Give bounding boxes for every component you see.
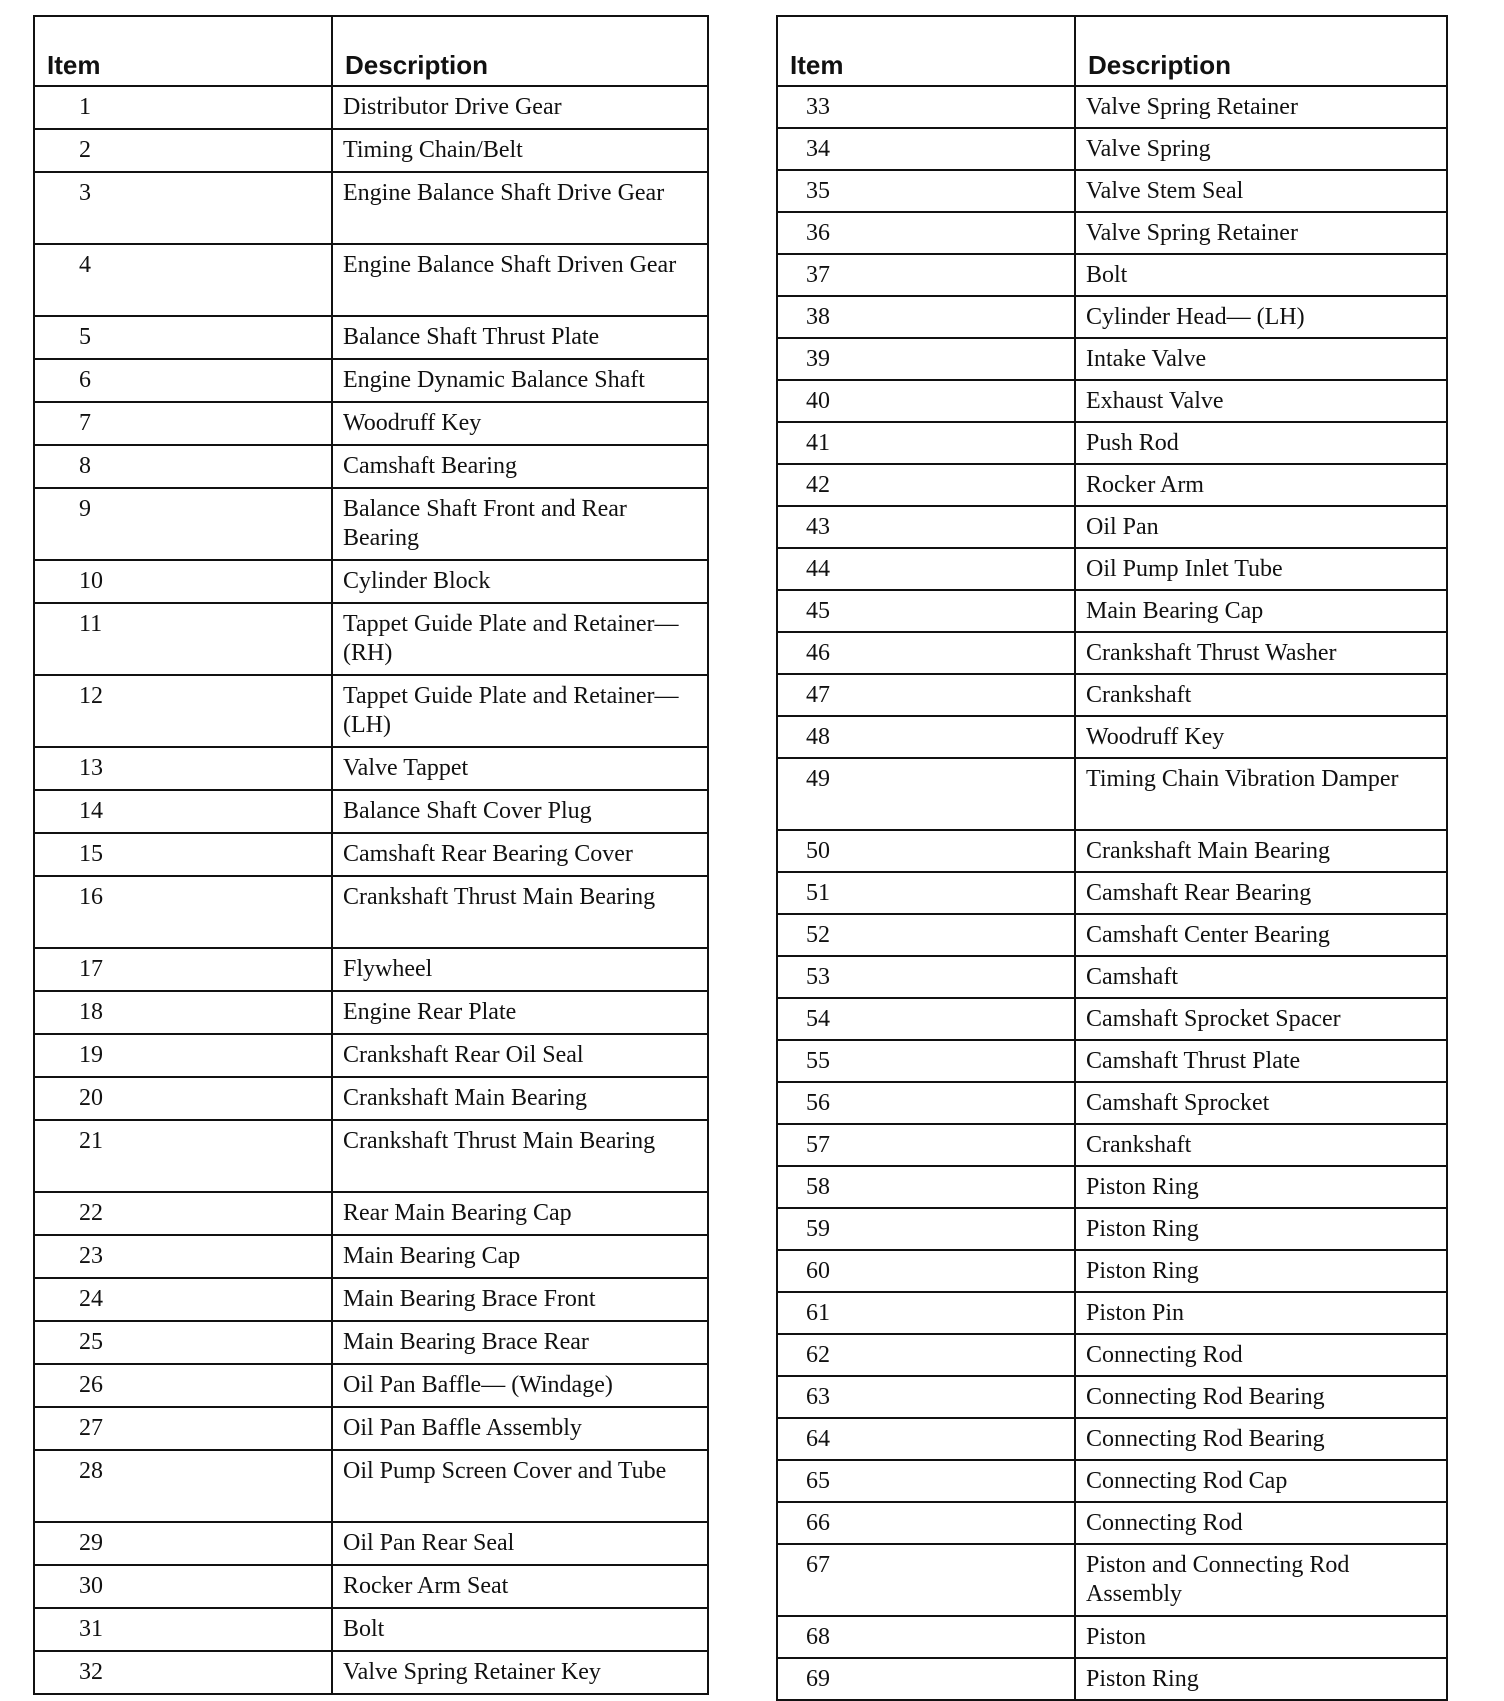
- description-cell: Exhaust Valve: [1075, 380, 1447, 422]
- item-number-cell: 14: [34, 790, 332, 833]
- description-cell: Balance Shaft Front and Rear Bearing: [332, 488, 708, 560]
- description-cell: Crankshaft Main Bearing: [1075, 830, 1447, 872]
- table-row: [34, 1407, 708, 1450]
- description-cell: Woodruff Key: [1075, 716, 1447, 758]
- description-cell: Engine Balance Shaft Driven Gear: [332, 244, 708, 316]
- item-number-cell: 41: [777, 422, 1075, 464]
- table-row: [777, 830, 1447, 872]
- item-number-cell: 40: [777, 380, 1075, 422]
- item-number-cell: 19: [34, 1034, 332, 1077]
- description-cell: Oil Pump Screen Cover and Tube: [332, 1450, 708, 1522]
- description-cell: Camshaft Rear Bearing: [1075, 872, 1447, 914]
- table-row: [34, 1077, 708, 1120]
- item-number-cell: 13: [34, 747, 332, 790]
- item-number-cell: 63: [777, 1376, 1075, 1418]
- table-row: [34, 402, 708, 445]
- item-number-cell: 18: [34, 991, 332, 1034]
- table-row: [777, 1334, 1447, 1376]
- parts-table-left: [33, 15, 709, 1695]
- table-row: [777, 296, 1447, 338]
- description-cell: Connecting Rod Cap: [1075, 1460, 1447, 1502]
- item-number-cell: 1: [34, 86, 332, 129]
- table-row: [34, 876, 708, 948]
- left-table-body: [34, 86, 708, 1694]
- item-column-header: Item: [34, 16, 332, 86]
- description-cell: Balance Shaft Thrust Plate: [332, 316, 708, 359]
- header-row: [34, 16, 708, 86]
- table-row: [777, 338, 1447, 380]
- description-cell: Cylinder Head— (LH): [1075, 296, 1447, 338]
- table-row: [777, 1418, 1447, 1460]
- table-row: [777, 1460, 1447, 1502]
- description-cell: Connecting Rod Bearing: [1075, 1376, 1447, 1418]
- item-number-cell: 20: [34, 1077, 332, 1120]
- table-row: [34, 603, 708, 675]
- item-number-cell: 8: [34, 445, 332, 488]
- description-cell: Distributor Drive Gear: [332, 86, 708, 129]
- description-cell: Main Bearing Brace Front: [332, 1278, 708, 1321]
- item-number-cell: 52: [777, 914, 1075, 956]
- item-number-cell: 9: [34, 488, 332, 560]
- description-cell: Main Bearing Cap: [1075, 590, 1447, 632]
- table-row: [777, 1616, 1447, 1658]
- item-number-cell: 56: [777, 1082, 1075, 1124]
- description-cell: Piston: [1075, 1616, 1447, 1658]
- table-row: [34, 1651, 708, 1694]
- item-number-cell: 17: [34, 948, 332, 991]
- item-number-cell: 12: [34, 675, 332, 747]
- description-cell: Rear Main Bearing Cap: [332, 1192, 708, 1235]
- item-number-cell: 49: [777, 758, 1075, 830]
- table-row: [34, 86, 708, 129]
- item-number-cell: 44: [777, 548, 1075, 590]
- table-row: [34, 1321, 708, 1364]
- description-cell: Timing Chain/Belt: [332, 129, 708, 172]
- description-cell: Crankshaft Thrust Main Bearing: [332, 876, 708, 948]
- description-cell: Crankshaft Rear Oil Seal: [332, 1034, 708, 1077]
- table-row: [34, 1565, 708, 1608]
- table-row: [777, 422, 1447, 464]
- description-cell: Piston Pin: [1075, 1292, 1447, 1334]
- description-cell: Crankshaft: [1075, 674, 1447, 716]
- item-number-cell: 7: [34, 402, 332, 445]
- item-number-cell: 39: [777, 338, 1075, 380]
- description-cell: Crankshaft Thrust Main Bearing: [332, 1120, 708, 1192]
- description-column-header: Description: [332, 16, 708, 86]
- table-row: [777, 872, 1447, 914]
- table-row: [777, 1502, 1447, 1544]
- header-row: [777, 16, 1447, 86]
- item-number-cell: 45: [777, 590, 1075, 632]
- description-cell: Cylinder Block: [332, 560, 708, 603]
- description-cell: Piston Ring: [1075, 1166, 1447, 1208]
- table-row: [34, 359, 708, 402]
- table-row: [777, 1082, 1447, 1124]
- description-cell: Bolt: [1075, 254, 1447, 296]
- table-row: [34, 244, 708, 316]
- item-number-cell: 16: [34, 876, 332, 948]
- right-table-body: [777, 86, 1447, 1700]
- description-cell: Rocker Arm: [1075, 464, 1447, 506]
- item-number-cell: 15: [34, 833, 332, 876]
- item-number-cell: 57: [777, 1124, 1075, 1166]
- item-number-cell: 62: [777, 1334, 1075, 1376]
- item-column-header: Item: [777, 16, 1075, 86]
- item-number-cell: 34: [777, 128, 1075, 170]
- item-number-cell: 50: [777, 830, 1075, 872]
- item-number-cell: 61: [777, 1292, 1075, 1334]
- item-number-cell: 60: [777, 1250, 1075, 1292]
- description-cell: Piston and Connecting Rod Assembly: [1075, 1544, 1447, 1616]
- item-number-cell: 28: [34, 1450, 332, 1522]
- table-row: [777, 914, 1447, 956]
- item-number-cell: 5: [34, 316, 332, 359]
- description-cell: Valve Spring Retainer: [1075, 86, 1447, 128]
- description-cell: Oil Pan Rear Seal: [332, 1522, 708, 1565]
- table-row: [34, 1278, 708, 1321]
- item-number-cell: 43: [777, 506, 1075, 548]
- item-number-cell: 24: [34, 1278, 332, 1321]
- item-number-cell: 23: [34, 1235, 332, 1278]
- table-row: [777, 1040, 1447, 1082]
- table-row: [34, 445, 708, 488]
- description-cell: Timing Chain Vibration Damper: [1075, 758, 1447, 830]
- item-number-cell: 25: [34, 1321, 332, 1364]
- item-number-cell: 38: [777, 296, 1075, 338]
- description-cell: Oil Pan Baffle— (Windage): [332, 1364, 708, 1407]
- table-row: [777, 1376, 1447, 1418]
- item-number-cell: 54: [777, 998, 1075, 1040]
- description-cell: Balance Shaft Cover Plug: [332, 790, 708, 833]
- item-number-cell: 32: [34, 1651, 332, 1694]
- table-row: [34, 747, 708, 790]
- description-cell: Rocker Arm Seat: [332, 1565, 708, 1608]
- item-number-cell: 35: [777, 170, 1075, 212]
- table-row: [777, 548, 1447, 590]
- description-cell: Piston Ring: [1075, 1208, 1447, 1250]
- table-row: [777, 1124, 1447, 1166]
- item-number-cell: 11: [34, 603, 332, 675]
- table-row: [34, 172, 708, 244]
- table-row: [777, 758, 1447, 830]
- description-cell: Bolt: [332, 1608, 708, 1651]
- table-row: [777, 1166, 1447, 1208]
- table-row: [34, 790, 708, 833]
- item-number-cell: 46: [777, 632, 1075, 674]
- item-number-cell: 37: [777, 254, 1075, 296]
- item-number-cell: 51: [777, 872, 1075, 914]
- table-row: [777, 1658, 1447, 1700]
- item-number-cell: 29: [34, 1522, 332, 1565]
- description-cell: Crankshaft: [1075, 1124, 1447, 1166]
- description-cell: Crankshaft Thrust Washer: [1075, 632, 1447, 674]
- item-number-cell: 42: [777, 464, 1075, 506]
- description-cell: Connecting Rod Bearing: [1075, 1418, 1447, 1460]
- item-number-cell: 3: [34, 172, 332, 244]
- item-number-cell: 27: [34, 1407, 332, 1450]
- item-number-cell: 26: [34, 1364, 332, 1407]
- table-row: [34, 129, 708, 172]
- table-row: [34, 488, 708, 560]
- table-row: [777, 590, 1447, 632]
- item-number-cell: 67: [777, 1544, 1075, 1616]
- table-row: [34, 1034, 708, 1077]
- item-number-cell: 6: [34, 359, 332, 402]
- table-row: [777, 998, 1447, 1040]
- description-column-header: Description: [1075, 16, 1447, 86]
- table-row: [777, 1544, 1447, 1616]
- description-cell: Crankshaft Main Bearing: [332, 1077, 708, 1120]
- description-cell: Valve Spring Retainer: [1075, 212, 1447, 254]
- table-row: [777, 632, 1447, 674]
- description-cell: Camshaft Bearing: [332, 445, 708, 488]
- description-cell: Camshaft: [1075, 956, 1447, 998]
- table-row: [34, 560, 708, 603]
- description-cell: Engine Rear Plate: [332, 991, 708, 1034]
- table-row: [777, 170, 1447, 212]
- table-row: [34, 991, 708, 1034]
- table-row: [777, 956, 1447, 998]
- item-number-cell: 55: [777, 1040, 1075, 1082]
- description-cell: Flywheel: [332, 948, 708, 991]
- item-number-cell: 66: [777, 1502, 1075, 1544]
- table-row: [34, 948, 708, 991]
- description-cell: Main Bearing Cap: [332, 1235, 708, 1278]
- table-row: [34, 1120, 708, 1192]
- item-number-cell: 10: [34, 560, 332, 603]
- description-cell: Valve Spring: [1075, 128, 1447, 170]
- description-cell: Oil Pump Inlet Tube: [1075, 548, 1447, 590]
- table-row: [777, 128, 1447, 170]
- table-row: [777, 380, 1447, 422]
- item-number-cell: 31: [34, 1608, 332, 1651]
- description-cell: Oil Pan: [1075, 506, 1447, 548]
- description-cell: Connecting Rod: [1075, 1334, 1447, 1376]
- item-number-cell: 2: [34, 129, 332, 172]
- table-row: [34, 1522, 708, 1565]
- table-row: [34, 675, 708, 747]
- item-number-cell: 58: [777, 1166, 1075, 1208]
- table-row: [777, 1292, 1447, 1334]
- item-number-cell: 4: [34, 244, 332, 316]
- description-cell: Main Bearing Brace Rear: [332, 1321, 708, 1364]
- table-row: [777, 1250, 1447, 1292]
- item-number-cell: 68: [777, 1616, 1075, 1658]
- table-row: [777, 254, 1447, 296]
- table-row: [777, 506, 1447, 548]
- table-row: [34, 1235, 708, 1278]
- description-cell: Piston Ring: [1075, 1658, 1447, 1700]
- description-cell: Camshaft Center Bearing: [1075, 914, 1447, 956]
- item-number-cell: 53: [777, 956, 1075, 998]
- item-number-cell: 21: [34, 1120, 332, 1192]
- table-row: [777, 464, 1447, 506]
- description-cell: Engine Dynamic Balance Shaft: [332, 359, 708, 402]
- table-row: [777, 212, 1447, 254]
- description-cell: Valve Tappet: [332, 747, 708, 790]
- table-row: [34, 833, 708, 876]
- table-row: [777, 674, 1447, 716]
- description-cell: Camshaft Sprocket Spacer: [1075, 998, 1447, 1040]
- item-number-cell: 69: [777, 1658, 1075, 1700]
- item-number-cell: 65: [777, 1460, 1075, 1502]
- description-cell: Camshaft Rear Bearing Cover: [332, 833, 708, 876]
- description-cell: Camshaft Sprocket: [1075, 1082, 1447, 1124]
- description-cell: Tappet Guide Plate and Retainer— (LH): [332, 675, 708, 747]
- item-number-cell: 47: [777, 674, 1075, 716]
- description-cell: Push Rod: [1075, 422, 1447, 464]
- item-number-cell: 30: [34, 1565, 332, 1608]
- description-cell: Intake Valve: [1075, 338, 1447, 380]
- parts-table-right: [776, 15, 1448, 1701]
- table-row: [777, 716, 1447, 758]
- description-cell: Piston Ring: [1075, 1250, 1447, 1292]
- table-row: [34, 316, 708, 359]
- description-cell: Valve Spring Retainer Key: [332, 1651, 708, 1694]
- item-number-cell: 59: [777, 1208, 1075, 1250]
- description-cell: Camshaft Thrust Plate: [1075, 1040, 1447, 1082]
- item-number-cell: 48: [777, 716, 1075, 758]
- description-cell: Woodruff Key: [332, 402, 708, 445]
- description-cell: Engine Balance Shaft Drive Gear: [332, 172, 708, 244]
- table-row: [777, 86, 1447, 128]
- item-number-cell: 64: [777, 1418, 1075, 1460]
- table-row: [34, 1450, 708, 1522]
- item-number-cell: 36: [777, 212, 1075, 254]
- description-cell: Valve Stem Seal: [1075, 170, 1447, 212]
- item-number-cell: 22: [34, 1192, 332, 1235]
- description-cell: Connecting Rod: [1075, 1502, 1447, 1544]
- description-cell: Oil Pan Baffle Assembly: [332, 1407, 708, 1450]
- table-row: [34, 1364, 708, 1407]
- description-cell: Tappet Guide Plate and Retainer— (RH): [332, 603, 708, 675]
- item-number-cell: 33: [777, 86, 1075, 128]
- table-row: [34, 1192, 708, 1235]
- table-row: [777, 1208, 1447, 1250]
- table-row: [34, 1608, 708, 1651]
